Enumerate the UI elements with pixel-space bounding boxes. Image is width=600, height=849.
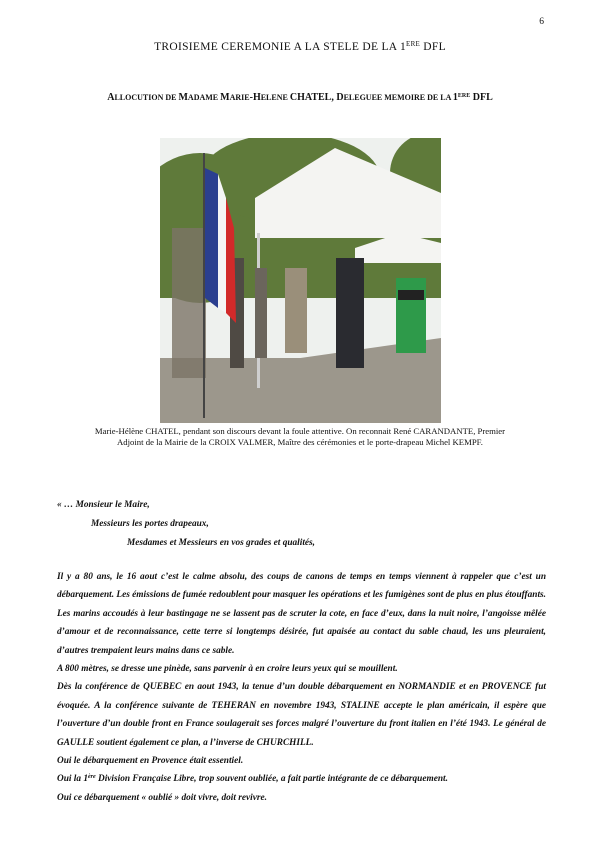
page-title bbox=[0, 40, 600, 53]
speech-body bbox=[57, 568, 546, 807]
greeting-line: Messieurs les portes drapeaux, bbox=[91, 519, 209, 529]
ordinal-superscript: ère bbox=[88, 774, 96, 781]
greeting-line: Mesdames et Messieurs en vos grades et qualités, bbox=[127, 538, 315, 548]
lectern bbox=[398, 290, 424, 300]
speech-text: Division Française Libre, trop souvent oubliée, a fait partie intégrante de ce débarquement. bbox=[95, 774, 448, 785]
person-in-green bbox=[396, 278, 426, 353]
greeting-line: « … Monsieur le Maire, bbox=[57, 500, 150, 510]
speech-paragraph: Oui ce débarquement « oublié » doit vivre, doit revivre. bbox=[57, 792, 267, 803]
subtitle-part: M bbox=[220, 92, 230, 103]
subtitle-part: 1 bbox=[452, 92, 458, 103]
speech-paragraph: Dès la conférence de QUEBEC en aout 1943, la tenue d’un double débarquement en NORMANDIE et en PROVENCE fut évoquée. A la conférence suivante de TEHERAN en novembre 1943, STALINE accepte le plan américain, il espère que l’ouverture d’un double front en France soulagerait ses forces malgré l’ouverture du front italien en l’été 1943. Le général de GAULLE soutient également ce plan, a l’inverse de CHURCHILL. bbox=[57, 682, 546, 748]
subtitle-part: A bbox=[107, 92, 115, 103]
flag-pole bbox=[203, 153, 205, 418]
subtitle-part: DFL bbox=[470, 92, 493, 103]
subtitle-part: ELEGUEE MEMOIRE DE LA bbox=[343, 93, 453, 102]
speech-paragraph: Il y a 80 ans, le 16 aout c’est le calme absolu, des coups de canons de temps en temps viennent à rappeler que c’est un débarquement. Les émissions de fumée redoublent pour masquer les opérations et les fumigènes sont de plus en plus étouffants. Les marins accoudés à leur bastingage ne se lassent pas de scruter la cote, en face d’eux, dans la nuit noire, l’angoisse mêlée d’amour et de reconnaissance, cette terre si longtemps désirée, fut apaisée au contact du sable chaud, les uns pleuraient, d’autres trempaient leurs mains dans ce sable. bbox=[57, 572, 546, 656]
page-number: 6 bbox=[539, 17, 544, 27]
title-ordinal: ERE bbox=[406, 40, 421, 48]
title-prefix: TROISIEME CEREMONIE A LA STELE DE LA 1 bbox=[154, 41, 406, 53]
ceremony-photo-illustration bbox=[160, 138, 441, 423]
person-silhouette bbox=[172, 228, 206, 378]
subtitle-part: -H bbox=[249, 92, 261, 103]
person-silhouette bbox=[336, 258, 364, 368]
photo-caption bbox=[40, 426, 560, 448]
speech-paragraph bbox=[57, 770, 546, 788]
subtitle-part: ADAME bbox=[187, 93, 221, 102]
subtitle-part: LLOCUTION DE bbox=[114, 93, 179, 102]
speech-text: Oui la 1 bbox=[57, 774, 88, 785]
subtitle-part: ELENE bbox=[260, 93, 290, 102]
flag-white bbox=[218, 174, 226, 313]
subtitle-part: CHATEL, D bbox=[289, 92, 344, 103]
subtitle-part: M bbox=[178, 92, 188, 103]
person-silhouette bbox=[285, 268, 307, 353]
speech-paragraph: A 800 mètres, se dresse une pinède, sans parvenir à en croire leurs yeux qui se mouillent. bbox=[57, 664, 398, 675]
caption-line: Adjoint de la Mairie de la CROIX VALMER, Maître des cérémonies et le porte-drapeau Michel KEMPF. bbox=[117, 437, 483, 447]
title-suffix: DFL bbox=[420, 41, 446, 53]
person-silhouette bbox=[255, 268, 267, 358]
ceremony-photo bbox=[160, 138, 441, 423]
subtitle-ordinal: ERE bbox=[457, 93, 471, 99]
speech-paragraph: Oui le débarquement en Provence était essentiel. bbox=[57, 756, 244, 767]
caption-line: Marie-Hélène CHATEL, pendant son discours devant la foule attentive. On reconnait René CARANDANTE, Premier bbox=[94, 426, 506, 436]
subtitle-part: ARIE bbox=[229, 93, 250, 102]
section-subtitle bbox=[0, 92, 600, 103]
flag-blue bbox=[205, 168, 218, 308]
